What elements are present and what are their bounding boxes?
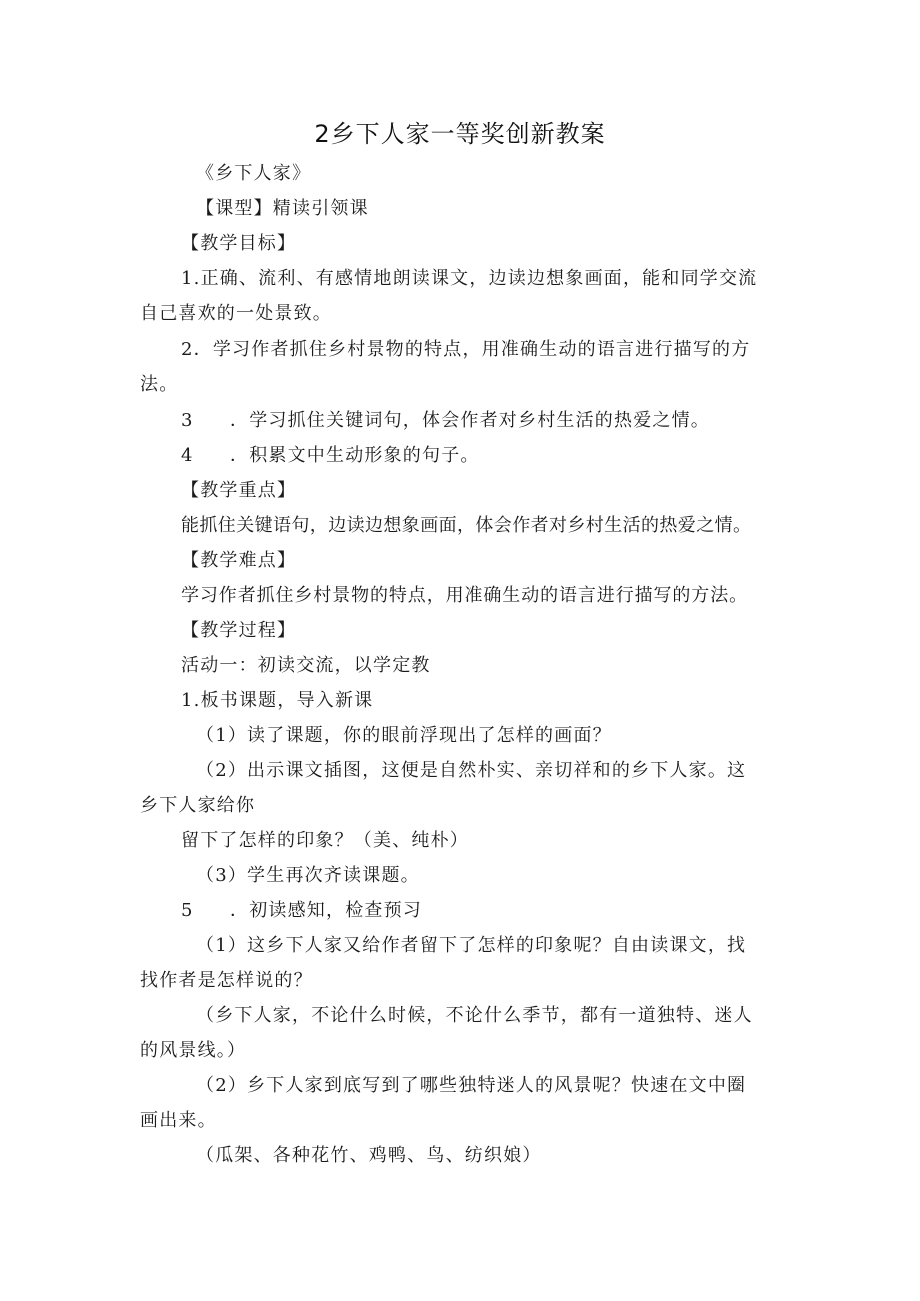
objective-3-text: ．学习抓住关键词句，体会作者对乡村生活的热爱之情。 [230,410,710,431]
key-points-text: 能抓住关键语句，边读边想象画面，体会作者对乡村生活的热爱之情。 [181,515,752,536]
step-5-item-1-line-1: （1）这乡下人家又给作者留下了怎样的印象呢？自由读课文，找 [196,935,747,956]
step-5-answer-2: （瓜架、各种花竹、鸡鸭、鸟、纺织娘） [196,1145,542,1166]
objective-1-line-2: 自己喜欢的一处景致。 [140,303,332,324]
text-title-quote: 《乡下人家》 [196,163,312,184]
step-1-item-2-line-2: 乡下人家给你 [140,795,256,816]
step-1-heading: 1.板书课题，导入新课 [181,690,374,711]
step-5-heading: ．初读感知，检查预习 [230,900,422,921]
difficulties-text: 学习作者抓住乡村景物的特点，用准确生动的语言进行描写的方法。 [181,585,748,606]
objective-2-line-2: 法。 [140,374,179,395]
objective-1-line-1: 1.正确、流利、有感情地朗读课文，边读边想象画面，能和同学交流 [181,268,758,289]
text-lesson-type: 【课型】精读引领课 [196,198,369,219]
step-5-item-1-line-2: 找作者是怎样说的？ [140,970,313,991]
objective-4-number: 4 [181,445,194,466]
step-5-answer-1-line-1: （乡下人家，不论什么时候，不论什么季节，都有一道独特、迷人 [196,1005,753,1026]
step-1-item-2-line-1: （2）出示课文插图，这便是自然朴实、亲切祥和的乡下人家。这 [196,760,747,781]
heading-objectives: 【教学目标】 [181,233,297,254]
step-1-item-3: （3）学生再次齐读课题。 [196,865,420,886]
heading-process: 【教学过程】 [181,620,297,641]
activity-1-heading: 活动一：初读交流，以学定教 [181,655,431,676]
step-5-item-2-line-1: （2）乡下人家到底写到了哪些独特迷人的风景呢？快速在文中圈 [196,1075,747,1096]
objective-3-number: 3 [181,410,194,431]
objective-4-text: ．积累文中生动形象的句子。 [230,445,480,466]
heading-difficulties: 【教学难点】 [181,550,297,571]
step-5-item-2-line-2: 画出来。 [140,1110,217,1131]
objective-2-line-1: 2．学习作者抓住乡村景物的特点，用准确生动的语言进行描写的方 [181,339,751,360]
heading-key-points: 【教学重点】 [181,480,297,501]
document-title: 2乡下人家一等奖创新教案 [314,120,606,148]
step-1-item-1: （1）读了课题，你的眼前浮现出了怎样的画面？ [196,725,612,746]
step-5-number: 5 [181,900,194,921]
step-1-item-2-line-3: 留下了怎样的印象？（美、纯朴） [181,830,469,851]
step-5-answer-1-line-2: 的风景线。） [140,1040,247,1061]
